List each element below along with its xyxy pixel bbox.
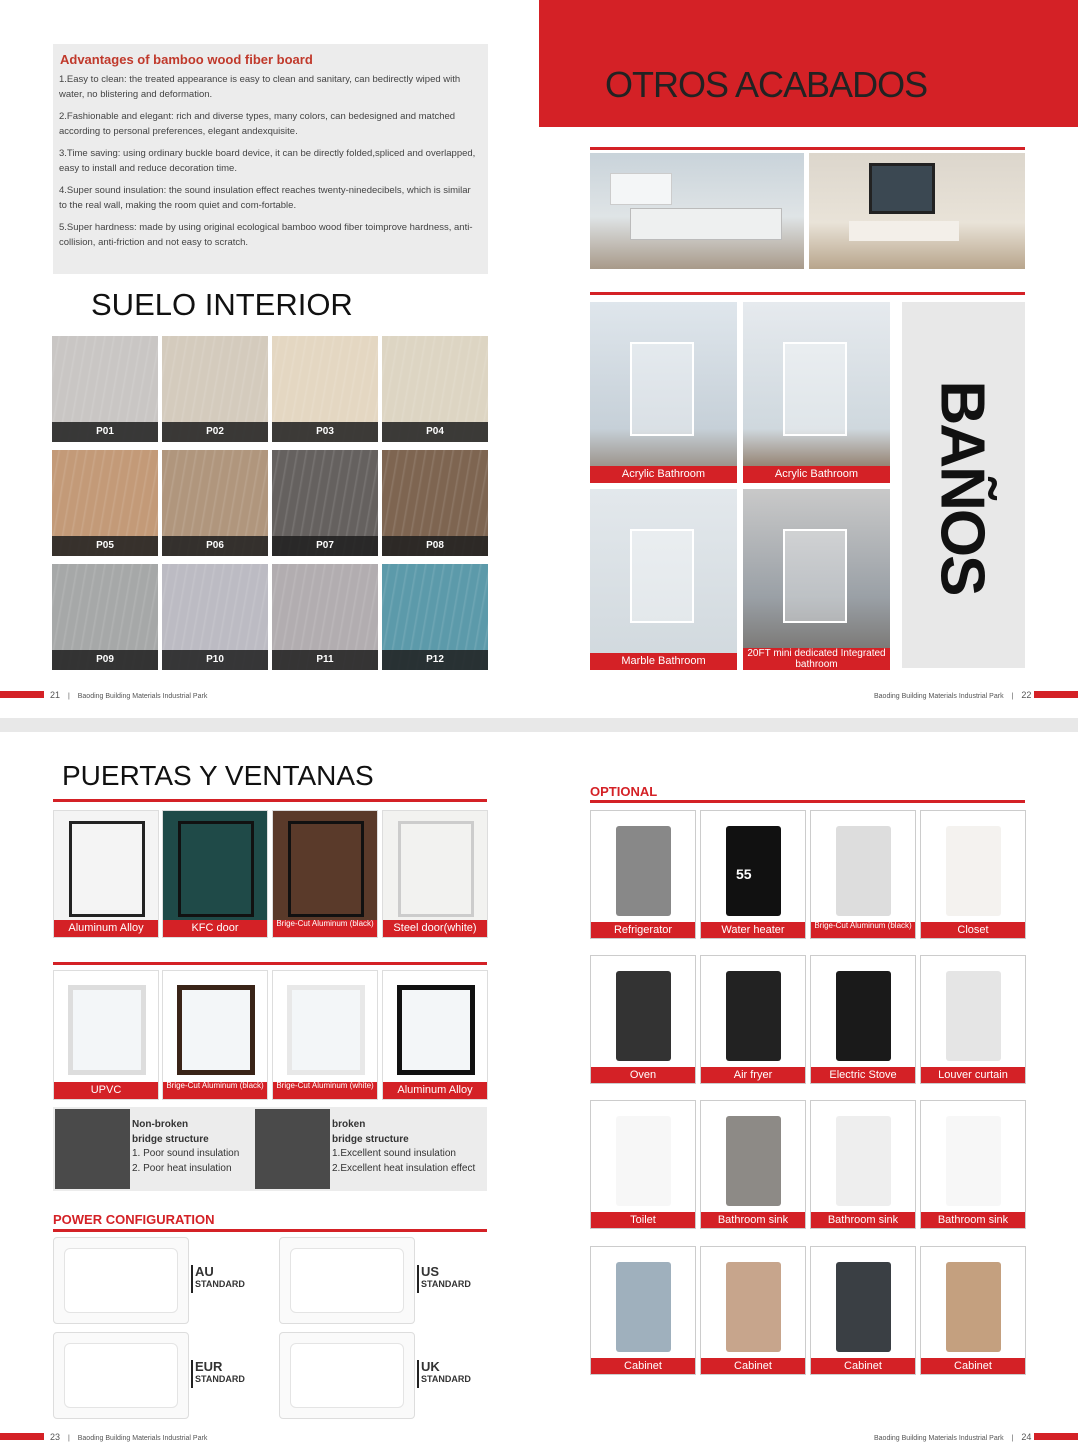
door-photo — [272, 810, 378, 938]
bathroom-fixture — [783, 529, 847, 623]
footer-bar-right — [1034, 1433, 1078, 1440]
optional-product — [590, 1246, 696, 1375]
footer-text: Baoding Building Materials Industrial Park — [874, 693, 1004, 700]
swatch-label: P07 — [272, 536, 378, 556]
product-image — [616, 826, 671, 916]
swatch-label: P08 — [382, 536, 488, 556]
otros-banner — [539, 0, 1078, 127]
socket-divider — [417, 1360, 419, 1388]
divider — [53, 962, 487, 965]
product-caption: Water heater — [701, 922, 805, 938]
power-title: POWER CONFIGURATION — [53, 1212, 215, 1227]
window-photo — [382, 970, 488, 1100]
bridge-line: bridge structure — [332, 1133, 409, 1145]
product-image — [946, 1116, 1001, 1206]
swatch-label: P02 — [162, 422, 268, 442]
optional-product — [700, 955, 806, 1084]
product-image — [616, 1262, 671, 1352]
page-number: 21 — [50, 690, 61, 700]
door-caption: Brige-Cut Aluminum (black) — [273, 920, 377, 937]
socket-code: US — [421, 1264, 440, 1279]
product-caption: Oven — [591, 1067, 695, 1083]
bathroom-photo — [590, 489, 737, 670]
floor-swatch — [52, 564, 158, 670]
bathroom-caption: 20FT mini dedicated Integrated bathroom — [743, 648, 890, 670]
window-caption: Aluminum Alloy — [383, 1082, 487, 1099]
product-image — [946, 971, 1001, 1061]
product-image — [726, 1262, 781, 1352]
otros-title: OTROS ACABADOS — [605, 64, 928, 105]
swatch-label: P03 — [272, 422, 378, 442]
floor-swatch — [272, 336, 378, 442]
socket-code: AU — [195, 1264, 214, 1279]
socket-face — [290, 1248, 404, 1313]
optional-product — [590, 1100, 696, 1229]
advantage-item: 2.Fashionable and elegant: rich and diverse types, many colors, can bedesigned and matched according to personal preferences, elegant andexquisite. — [59, 111, 456, 137]
bridge-line: 1.Excellent sound insulation — [332, 1148, 456, 1159]
product-caption: Cabinet — [811, 1358, 915, 1374]
profile-section-image — [255, 1109, 330, 1189]
optional-product — [590, 955, 696, 1084]
window-caption: Brige-Cut Aluminum (black) — [163, 1082, 267, 1099]
product-caption: Cabinet — [701, 1358, 805, 1374]
bathroom-fixture — [630, 342, 694, 436]
floor-swatch — [162, 450, 268, 556]
swatch-label: P09 — [52, 650, 158, 670]
optional-title: OPTIONAL — [590, 784, 658, 799]
bathroom-photo — [743, 302, 890, 483]
bathroom-fixture — [783, 342, 847, 436]
bridge-line: Non-broken — [132, 1119, 189, 1130]
page-number: 24 — [1021, 1432, 1032, 1442]
footer: Baoding Building Materials Industrial Park | 24 — [874, 1432, 1032, 1442]
product-image — [726, 971, 781, 1061]
banos-title: BAÑOS — [927, 380, 997, 595]
socket-divider — [191, 1265, 193, 1293]
swatch-label: P05 — [52, 536, 158, 556]
product-image — [616, 971, 671, 1061]
bathroom-fixture — [630, 529, 694, 623]
window-photo — [272, 970, 378, 1100]
bathroom-caption: Acrylic Bathroom — [743, 466, 890, 483]
floor-swatch — [162, 564, 268, 670]
floor-swatch — [272, 450, 378, 556]
bridge-line: 2.Excellent heat insulation effect — [332, 1162, 476, 1174]
window-frame — [397, 985, 475, 1075]
socket-image — [53, 1332, 189, 1419]
bridge-line: bridge structure — [132, 1133, 209, 1145]
swatch-label: P01 — [52, 422, 158, 442]
bathroom-photo — [590, 302, 737, 483]
socket-standard: STANDARD — [195, 1279, 245, 1289]
optional-product — [700, 810, 806, 939]
optional-product — [700, 1246, 806, 1375]
socket-standard: STANDARD — [195, 1374, 245, 1384]
product-caption: Louver curtain — [921, 1067, 1025, 1083]
dining-photo — [809, 153, 1025, 269]
socket-label — [421, 1360, 471, 1384]
floor-swatch — [382, 450, 488, 556]
footer: Baoding Building Materials Industrial Park | 22 — [874, 690, 1032, 700]
divider — [53, 1229, 487, 1232]
divider — [590, 147, 1025, 150]
floor-swatch — [382, 564, 488, 670]
doors-title: PUERTAS Y VENTANAS — [62, 760, 374, 791]
swatch-label: P12 — [382, 650, 488, 670]
footer-text: Baoding Building Materials Industrial Park — [77, 693, 208, 700]
optional-product — [920, 955, 1026, 1084]
bridge-text — [332, 1118, 475, 1176]
footer-bar-left — [0, 1433, 44, 1440]
bridge-line: broken — [332, 1119, 366, 1130]
optional-product — [700, 1100, 806, 1229]
socket-label — [195, 1360, 245, 1384]
window-caption: UPVC — [54, 1082, 158, 1099]
socket-face — [290, 1343, 404, 1408]
product-image — [836, 1262, 891, 1352]
advantage-item: 1.Easy to clean: the treated appearance is easy to clean and sanitary, can bedirectly wiped with water, no blistering and deformation. — [59, 74, 461, 100]
product-image — [946, 1262, 1001, 1352]
floor-title: SUELO INTERIOR — [91, 287, 353, 322]
door-caption: Steel door(white) — [383, 920, 487, 937]
floor-swatch — [52, 336, 158, 442]
window-frame — [287, 985, 365, 1075]
socket-label — [421, 1265, 471, 1289]
advantages-box — [53, 44, 488, 274]
optional-product — [590, 810, 696, 939]
socket-image — [279, 1237, 415, 1324]
advantage-item: 5.Super hardness: made by using original ecological bamboo wood fiber toimprove hardness, anti-collision, anti-friction and not easy to scratch. — [59, 222, 473, 248]
socket-code: UK — [421, 1359, 440, 1374]
bathroom-caption: Acrylic Bathroom — [590, 466, 737, 483]
bridge-line: 2. Poor heat insulation — [132, 1162, 232, 1174]
swatch-label: P10 — [162, 650, 268, 670]
product-caption: Air fryer — [701, 1067, 805, 1083]
door-caption: KFC door — [163, 920, 267, 937]
kitchen-photo — [590, 153, 804, 269]
banos-panel — [902, 302, 1025, 668]
advantage-item: 4.Super sound insulation: the sound insulation effect reaches twenty-ninedecibels, which is similar to the real wall, making the room quiet and com-fortable. — [59, 185, 471, 211]
window-photo — [162, 970, 268, 1100]
swatch-label: P11 — [272, 650, 378, 670]
socket-image — [53, 1237, 189, 1324]
door-photo — [53, 810, 159, 938]
advantages-title: Advantages of bamboo wood fiber board — [60, 52, 313, 67]
window-caption: Brige-Cut Aluminum (white) — [273, 1082, 377, 1099]
footer: 21 | Baoding Building Materials Industrial Park — [50, 690, 208, 700]
optional-product — [920, 1100, 1026, 1229]
footer-text: Baoding Building Materials Industrial Park — [77, 1435, 208, 1442]
product-caption: Bathroom sink — [701, 1212, 805, 1228]
floor-swatch — [382, 336, 488, 442]
product-image — [726, 826, 781, 916]
bridge-line: 1. Poor sound insulation — [132, 1148, 240, 1159]
door-frame — [288, 821, 364, 917]
bathroom-photo — [743, 489, 890, 670]
door-photo — [382, 810, 488, 938]
floor-swatch — [272, 564, 378, 670]
optional-product — [810, 1246, 916, 1375]
optional-product — [920, 1246, 1026, 1375]
product-caption: Cabinet — [921, 1358, 1025, 1374]
door-caption: Aluminum Alloy — [54, 920, 158, 937]
optional-product — [810, 1100, 916, 1229]
optional-product — [920, 810, 1026, 939]
bathroom-caption: Marble Bathroom — [590, 653, 737, 670]
product-caption: Toilet — [591, 1212, 695, 1228]
window-photo — [53, 970, 159, 1100]
swatch-label: P06 — [162, 536, 268, 556]
optional-product — [810, 810, 916, 939]
socket-standard: STANDARD — [421, 1374, 471, 1384]
floor-swatch — [162, 336, 268, 442]
bridge-text — [132, 1118, 239, 1176]
product-image — [616, 1116, 671, 1206]
divider — [590, 292, 1025, 295]
product-image — [836, 826, 891, 916]
footer: 23 | Baoding Building Materials Industrial Park — [50, 1432, 208, 1442]
socket-face — [64, 1248, 178, 1313]
swatch-label: P04 — [382, 422, 488, 442]
socket-image — [279, 1332, 415, 1419]
product-caption: Electric Stove — [811, 1067, 915, 1083]
product-caption: Closet — [921, 922, 1025, 938]
product-image — [836, 1116, 891, 1206]
door-frame — [398, 821, 474, 917]
advantage-item: 3.Time saving: using ordinary buckle board device, it can be directly folded,spliced and overlapped, easy to install and reduce decoration time. — [59, 148, 476, 174]
divider — [53, 799, 487, 802]
socket-label — [195, 1265, 245, 1289]
page-number: 23 — [50, 1432, 61, 1442]
divider — [590, 800, 1025, 803]
product-image — [726, 1116, 781, 1206]
profile-section-image — [55, 1109, 130, 1189]
socket-divider — [191, 1360, 193, 1388]
product-image — [836, 971, 891, 1061]
optional-product — [810, 955, 916, 1084]
socket-code: EUR — [195, 1359, 223, 1374]
product-caption: Bathroom sink — [811, 1212, 915, 1228]
product-caption: Brige-Cut Aluminum (black) — [811, 922, 915, 938]
floor-swatch — [52, 450, 158, 556]
product-image — [946, 826, 1001, 916]
socket-divider — [417, 1265, 419, 1293]
footer-text: Baoding Building Materials Industrial Park — [874, 1435, 1004, 1442]
footer-bar-right — [1034, 691, 1078, 698]
window-frame — [68, 985, 146, 1075]
product-caption: Bathroom sink — [921, 1212, 1025, 1228]
door-frame — [69, 821, 145, 917]
socket-standard: STANDARD — [421, 1279, 471, 1289]
product-caption: Refrigerator — [591, 922, 695, 938]
page-number: 22 — [1021, 690, 1032, 700]
socket-face — [64, 1343, 178, 1408]
product-caption: Cabinet — [591, 1358, 695, 1374]
window-frame — [177, 985, 255, 1075]
door-photo — [162, 810, 268, 938]
door-frame — [178, 821, 254, 917]
footer-bar-left — [0, 691, 44, 698]
page-separator — [0, 718, 1078, 732]
heater-display: 55 — [736, 866, 752, 882]
